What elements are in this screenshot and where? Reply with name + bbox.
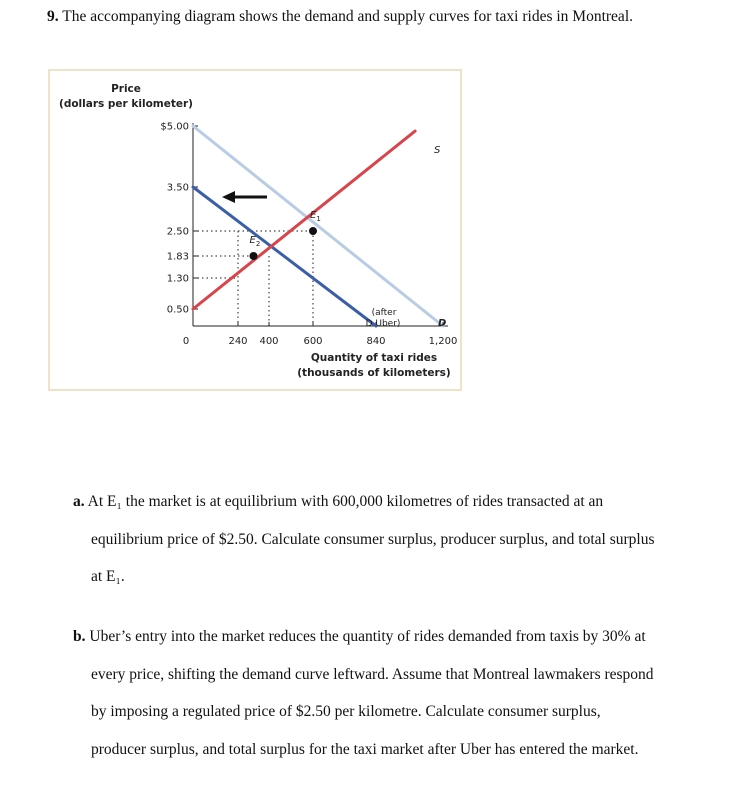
question-number: 9.	[47, 8, 59, 25]
part-a-line: equilibrium price of $2.50. Calculate consumer surplus, producer surplus, and total surplus	[91, 530, 655, 548]
demand-after-label-line1: (after	[371, 308, 397, 318]
question-text: The accompanying diagram shows the demand and supply curves for taxi rides in Montreal.	[62, 8, 633, 25]
y-axis-title-line2: (dollars per kilometer)	[59, 98, 193, 110]
x-tick-label: 1,200	[428, 336, 458, 347]
equilibrium-label: $E_1$	[310, 210, 321, 223]
part-a-letter: a.	[73, 493, 85, 510]
shift-arrow-icon	[222, 191, 267, 203]
y-axis-title-line1: Price	[111, 83, 141, 95]
x-axis-title-line1: Quantity of taxi rides	[310, 352, 438, 364]
demand-curve-label: D	[438, 318, 447, 329]
x-axis-title-line2: (thousands of kilometers)	[297, 367, 451, 379]
part-a-line: At E₁ the market is at equilibrium with 600,000 kilometres of rides transacted at an	[87, 493, 604, 510]
x-tick-label: 400	[259, 336, 279, 347]
part-b-line: producer surplus, and total surplus for the taxi market after Uber has entered the market.	[91, 740, 639, 758]
demand-after-label-line2: D Uber)	[365, 319, 401, 329]
part-b-line: by imposing a regulated price of $2.50 per kilometre. Calculate consumer surplus,	[91, 703, 601, 720]
supply-demand-chart	[50, 71, 460, 389]
part-a	[73, 483, 723, 596]
series-line-s	[193, 131, 415, 309]
x-tick-label: 600	[303, 336, 323, 347]
y-tick-label: 1.30	[166, 273, 189, 285]
y-tick-label: 2.50	[166, 226, 189, 238]
equilibrium-label: $E_2$	[249, 235, 261, 248]
part-b-line: every price, shifting the demand curve leftward. Assume that Montreal lawmakers respond	[91, 665, 654, 683]
y-tick-label: 1.83	[166, 251, 189, 263]
equilibrium-subscript: 1	[316, 215, 321, 223]
y-tick-label: $5.00	[160, 121, 189, 133]
origin-label: 0	[182, 336, 190, 347]
question-heading	[47, 8, 633, 26]
y-tick-label: 3.50	[166, 182, 189, 194]
part-b-line: Uber’s entry into the market reduces the quantity of rides demanded from taxis by 30% at	[89, 628, 646, 645]
equilibrium-subscript: 2	[255, 240, 261, 248]
series-line-d	[193, 126, 443, 326]
equilibrium-point	[309, 227, 317, 235]
supply-curve-label: S	[434, 145, 441, 156]
supply-demand-figure	[48, 69, 462, 391]
equilibrium-point	[250, 252, 258, 260]
x-tick-label: 240	[228, 336, 248, 347]
part-b-letter: b.	[73, 628, 86, 645]
y-tick-label: 0.50	[166, 304, 189, 316]
part-a-line: at E₁.	[91, 568, 125, 585]
x-tick-label: 840	[366, 336, 386, 347]
part-b	[73, 618, 723, 768]
